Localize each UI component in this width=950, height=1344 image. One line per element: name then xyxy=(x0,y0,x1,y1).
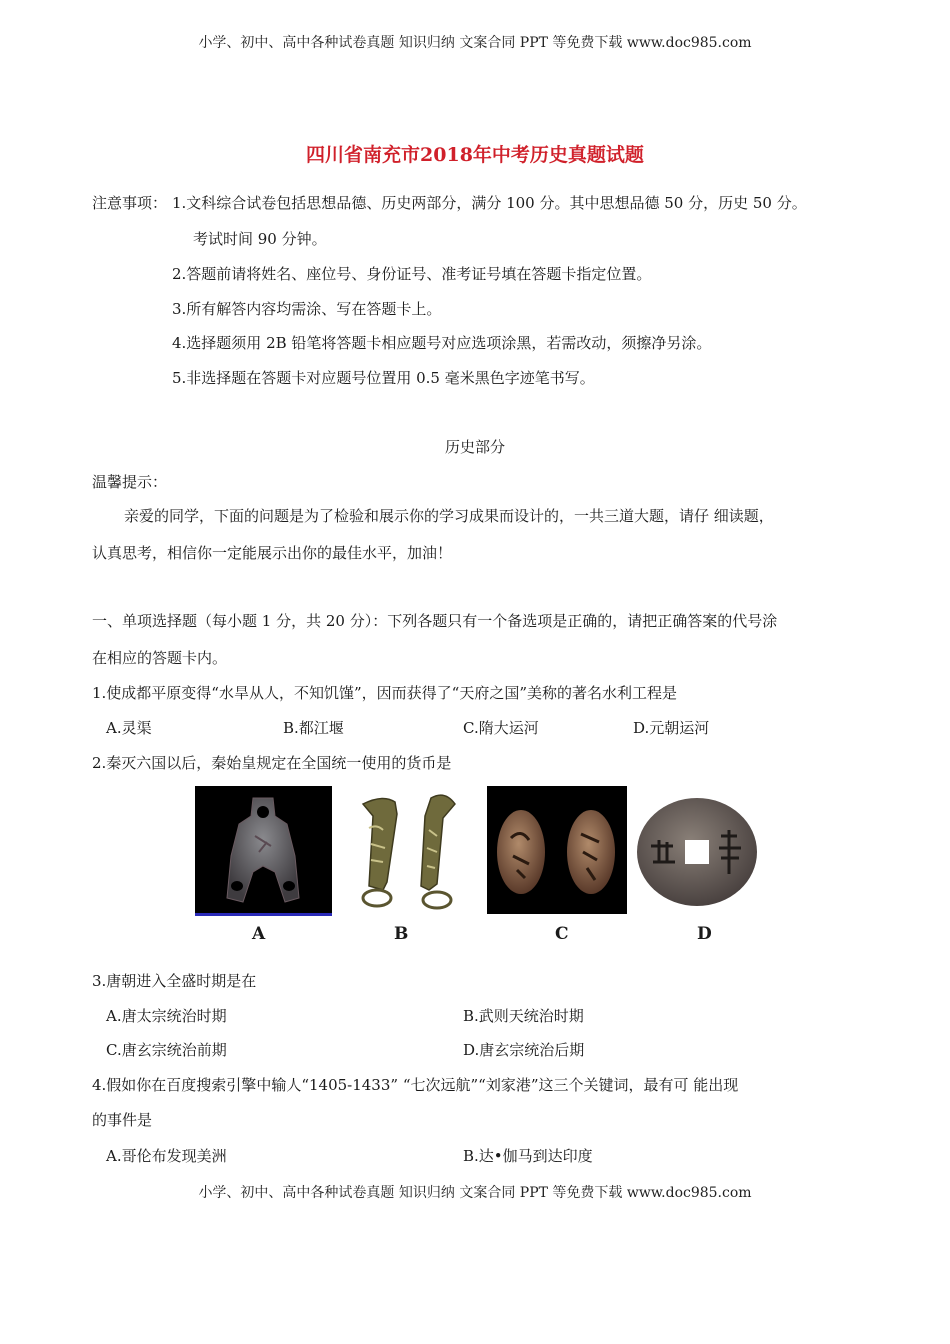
q4-option-b: B.达•伽马到达印度 xyxy=(463,1147,593,1165)
coin-image-a xyxy=(195,786,332,916)
note-item: 5.非选择题在答题卡对应题号位置用 0.5 毫米黑色字迹笔书写。 xyxy=(172,369,595,387)
q3-option-a: A.唐太宗统治时期 xyxy=(106,1007,227,1025)
q1-option-b: B.都江堰 xyxy=(283,719,344,737)
q1-option-a: A.灵渠 xyxy=(106,719,152,737)
question-2-stem: 2.秦灭六国以后，秦始皇规定在全国统一使用的货币是 xyxy=(92,754,452,772)
note-item: 4.选择题须用 2B 铅笔将答题卡相应题号对应选项涂黑，若需改动，须擦净另涂。 xyxy=(172,334,712,352)
q4-option-a: A.哥伦布发现美洲 xyxy=(106,1147,227,1165)
coin-image-d xyxy=(633,796,763,911)
q3-option-c: C.唐玄宗统治前期 xyxy=(106,1041,227,1059)
coin-image-b xyxy=(333,786,483,916)
coin-label-a: A xyxy=(252,924,266,944)
coin-image-c xyxy=(487,786,627,914)
q3-option-d: D.唐玄宗统治后期 xyxy=(463,1041,585,1059)
q1-option-c: C.隋大运河 xyxy=(463,719,539,737)
note-item: 1.文科综合试卷包括思想品德、历史两部分，满分 100 分。其中思想品德 50 分，历史 50 分。 xyxy=(172,194,807,212)
page-header: 小学、初中、高中各种试卷真题 知识归纳 文案合同 PPT 等免费下载 www.doc985.com xyxy=(198,35,752,51)
note-item: 3.所有解答内容均需涂、写在答题卡上。 xyxy=(172,300,442,318)
question-1-stem: 1.使成都平原变得“水旱从人，不知饥馑”，因而获得了“天府之国”美称的著名水利工程是 xyxy=(92,684,677,702)
question-4-stem-cont: 的事件是 xyxy=(92,1111,153,1129)
question-3-stem: 3.唐朝进入全盛时期是在 xyxy=(92,972,257,990)
coin-label-d: D xyxy=(697,924,712,944)
question-4-stem: 4.假如你在百度搜索引擎中输人“1405-1433” “七次远航”“刘家港”这三个关键词，最有可 能出现 xyxy=(92,1076,739,1094)
page-footer: 小学、初中、高中各种试卷真题 知识归纳 文案合同 PPT 等免费下载 www.doc985.com xyxy=(198,1185,752,1201)
coin-label-c: C xyxy=(555,924,569,944)
tip-text-line: 亲爱的同学，下面的问题是为了检验和展示你的学习成果而设计的，一共三道大题，请仔 细读题， xyxy=(124,507,774,525)
part1-heading-cont: 在相应的答题卡内。 xyxy=(92,649,228,667)
tip-label: 温馨提示： xyxy=(92,473,168,491)
q1-option-d: D.元朝运河 xyxy=(633,719,710,737)
tip-text-line: 认真思考，相信你一定能展示出你的最佳水平，加油！ xyxy=(92,544,453,562)
note-item: 2.答题前请将姓名、座位号、身份证号、准考证号填在答题卡指定位置。 xyxy=(172,265,652,283)
notes-label: 注意事项： xyxy=(92,194,168,212)
page-title: 四川省南充市2018年中考历史真题试题 xyxy=(306,144,644,166)
coin-label-b: B xyxy=(394,924,409,944)
section-title: 历史部分 xyxy=(444,438,505,456)
part1-heading: 一、单项选择题（每小题 1 分，共 20 分）：下列各题只有一个备选项是正确的，请把正确答案的代号涂 xyxy=(92,612,778,630)
note-item: 考试时间 90 分钟。 xyxy=(193,230,327,248)
q3-option-b: B.武则天统治时期 xyxy=(463,1007,584,1025)
